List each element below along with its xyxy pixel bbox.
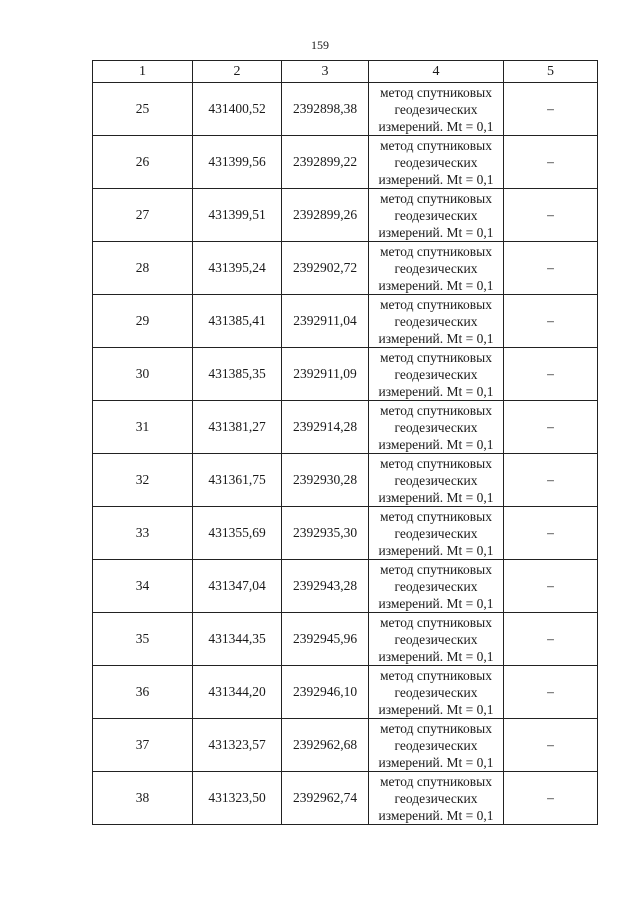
x-coordinate-cell: 431323,57 (193, 719, 282, 772)
method-text-line: геодезических (394, 737, 478, 753)
column-header: 4 (369, 61, 504, 83)
table-row (93, 136, 598, 189)
table-row (93, 454, 598, 507)
method-text-line: метод спутниковых (380, 561, 492, 577)
y-coordinate-cell: 2392935,30 (282, 507, 369, 560)
column-header: 1 (93, 61, 193, 83)
point-number-cell: 33 (93, 507, 193, 560)
point-number-cell: 27 (93, 189, 193, 242)
table-row (93, 613, 598, 666)
method-cell (369, 189, 504, 242)
y-coordinate-cell: 2392898,38 (282, 83, 369, 136)
method-text-line: геодезических (394, 313, 478, 329)
note-cell: – (504, 666, 598, 719)
method-text-line: измерений. Mt = 0,1 (378, 277, 494, 293)
method-text-line: метод спутниковых (380, 455, 492, 471)
method-text-line: измерений. Mt = 0,1 (378, 171, 494, 187)
table-row (93, 772, 598, 825)
y-coordinate-cell: 2392943,28 (282, 560, 369, 613)
coordinates-table (92, 60, 598, 825)
table-row (93, 348, 598, 401)
note-cell: – (504, 560, 598, 613)
method-text-line: измерений. Mt = 0,1 (378, 807, 494, 823)
point-number-cell: 37 (93, 719, 193, 772)
y-coordinate-cell: 2392914,28 (282, 401, 369, 454)
method-text-line: измерений. Mt = 0,1 (378, 224, 494, 240)
method-cell (369, 348, 504, 401)
method-cell (369, 295, 504, 348)
method-text-line: геодезических (394, 260, 478, 276)
x-coordinate-cell: 431323,50 (193, 772, 282, 825)
note-cell: – (504, 454, 598, 507)
note-cell: – (504, 772, 598, 825)
method-text-line: метод спутниковых (380, 614, 492, 630)
point-number-cell: 25 (93, 83, 193, 136)
method-text-line: измерений. Mt = 0,1 (378, 436, 494, 452)
method-cell (369, 136, 504, 189)
method-text-line: геодезических (394, 419, 478, 435)
point-number-cell: 28 (93, 242, 193, 295)
method-text-line: метод спутниковых (380, 349, 492, 365)
point-number-cell: 26 (93, 136, 193, 189)
note-cell: – (504, 83, 598, 136)
note-cell: – (504, 295, 598, 348)
method-cell (369, 613, 504, 666)
y-coordinate-cell: 2392899,26 (282, 189, 369, 242)
method-cell (369, 83, 504, 136)
method-text-line: геодезических (394, 790, 478, 806)
table-row (93, 719, 598, 772)
point-number-cell: 34 (93, 560, 193, 613)
table-body (93, 83, 598, 825)
method-cell (369, 772, 504, 825)
note-cell: – (504, 189, 598, 242)
method-text-line: геодезических (394, 578, 478, 594)
method-text-line: метод спутниковых (380, 720, 492, 736)
method-text-line: геодезических (394, 207, 478, 223)
y-coordinate-cell: 2392930,28 (282, 454, 369, 507)
method-text-line: метод спутниковых (380, 137, 492, 153)
x-coordinate-cell: 431399,51 (193, 189, 282, 242)
method-text-line: измерений. Mt = 0,1 (378, 754, 494, 770)
method-text-line: геодезических (394, 472, 478, 488)
table-row (93, 507, 598, 560)
y-coordinate-cell: 2392899,22 (282, 136, 369, 189)
method-text-line: метод спутниковых (380, 190, 492, 206)
method-cell (369, 507, 504, 560)
method-text-line: измерений. Mt = 0,1 (378, 118, 494, 134)
x-coordinate-cell: 431347,04 (193, 560, 282, 613)
column-header: 3 (282, 61, 369, 83)
page-number: 159 (311, 38, 329, 52)
point-number-cell: 30 (93, 348, 193, 401)
method-text-line: метод спутниковых (380, 773, 492, 789)
x-coordinate-cell: 431355,69 (193, 507, 282, 560)
note-cell: – (504, 136, 598, 189)
note-cell: – (504, 719, 598, 772)
method-text-line: геодезических (394, 366, 478, 382)
table-row (93, 560, 598, 613)
table-row (93, 295, 598, 348)
method-cell (369, 454, 504, 507)
y-coordinate-cell: 2392962,74 (282, 772, 369, 825)
y-coordinate-cell: 2392911,09 (282, 348, 369, 401)
note-cell: – (504, 348, 598, 401)
method-text-line: метод спутниковых (380, 667, 492, 683)
method-text-line: метод спутниковых (380, 296, 492, 312)
x-coordinate-cell: 431399,56 (193, 136, 282, 189)
method-text-line: метод спутниковых (380, 508, 492, 524)
x-coordinate-cell: 431395,24 (193, 242, 282, 295)
method-text-line: измерений. Mt = 0,1 (378, 330, 494, 346)
y-coordinate-cell: 2392902,72 (282, 242, 369, 295)
method-cell (369, 560, 504, 613)
method-text-line: измерений. Mt = 0,1 (378, 595, 494, 611)
x-coordinate-cell: 431385,35 (193, 348, 282, 401)
method-cell (369, 719, 504, 772)
method-text-line: измерений. Mt = 0,1 (378, 648, 494, 664)
method-text-line: метод спутниковых (380, 243, 492, 259)
note-cell: – (504, 507, 598, 560)
method-text-line: геодезических (394, 154, 478, 170)
column-header: 5 (504, 61, 598, 83)
column-header: 2 (193, 61, 282, 83)
method-text-line: метод спутниковых (380, 402, 492, 418)
method-cell (369, 401, 504, 454)
method-text-line: измерений. Mt = 0,1 (378, 383, 494, 399)
method-text-line: измерений. Mt = 0,1 (378, 489, 494, 505)
method-text-line: геодезических (394, 525, 478, 541)
note-cell: – (504, 401, 598, 454)
method-text-line: метод спутниковых (380, 84, 492, 100)
x-coordinate-cell: 431361,75 (193, 454, 282, 507)
method-text-line: геодезических (394, 631, 478, 647)
x-coordinate-cell: 431381,27 (193, 401, 282, 454)
point-number-cell: 35 (93, 613, 193, 666)
table-header-row (93, 61, 598, 83)
method-text-line: измерений. Mt = 0,1 (378, 542, 494, 558)
x-coordinate-cell: 431344,20 (193, 666, 282, 719)
x-coordinate-cell: 431400,52 (193, 83, 282, 136)
method-cell (369, 666, 504, 719)
x-coordinate-cell: 431385,41 (193, 295, 282, 348)
method-text-line: геодезических (394, 101, 478, 117)
y-coordinate-cell: 2392945,96 (282, 613, 369, 666)
method-text-line: геодезических (394, 684, 478, 700)
y-coordinate-cell: 2392946,10 (282, 666, 369, 719)
note-cell: – (504, 242, 598, 295)
point-number-cell: 32 (93, 454, 193, 507)
y-coordinate-cell: 2392911,04 (282, 295, 369, 348)
point-number-cell: 36 (93, 666, 193, 719)
point-number-cell: 29 (93, 295, 193, 348)
method-cell (369, 242, 504, 295)
table-row (93, 401, 598, 454)
method-text-line: измерений. Mt = 0,1 (378, 701, 494, 717)
point-number-cell: 38 (93, 772, 193, 825)
table-row (93, 666, 598, 719)
table-row (93, 189, 598, 242)
table-row (93, 242, 598, 295)
x-coordinate-cell: 431344,35 (193, 613, 282, 666)
point-number-cell: 31 (93, 401, 193, 454)
table-row (93, 83, 598, 136)
note-cell: – (504, 613, 598, 666)
y-coordinate-cell: 2392962,68 (282, 719, 369, 772)
